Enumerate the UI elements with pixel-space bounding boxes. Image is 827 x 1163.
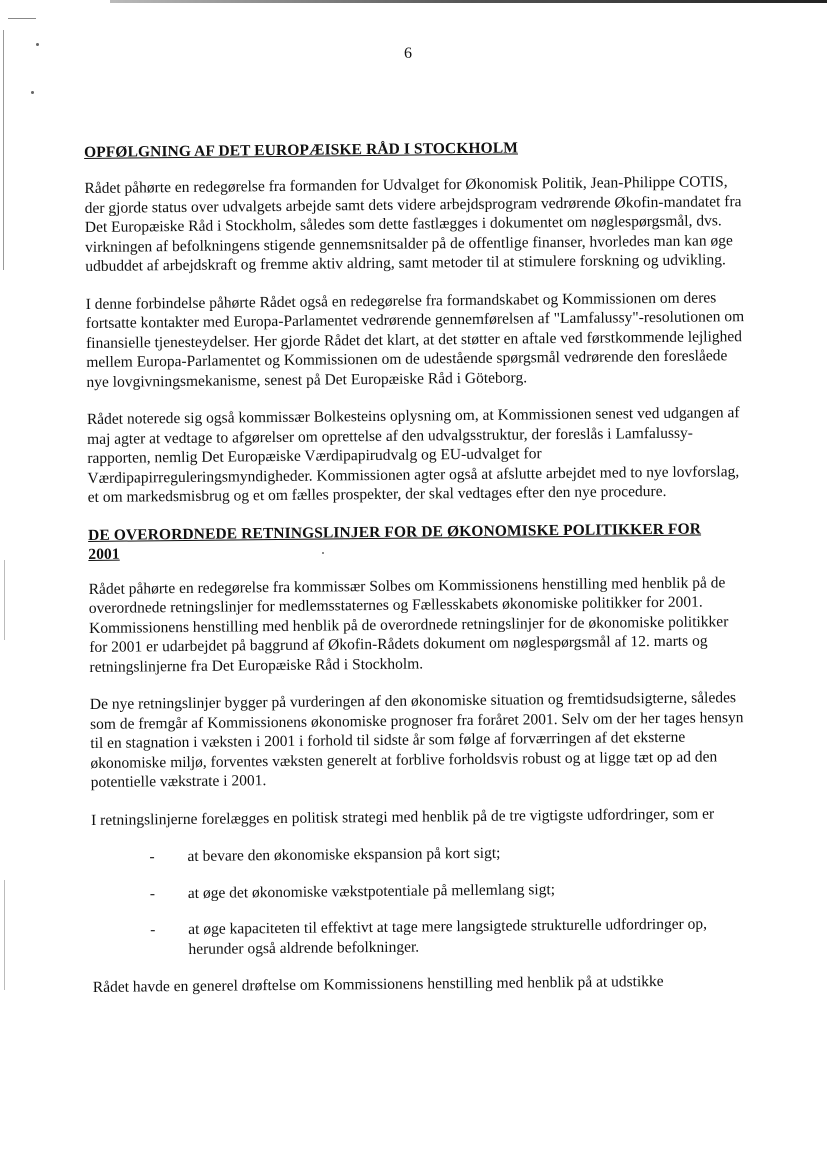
list-item-text: at bevare den økonomiske ekspansion på kort sigt;: [187, 844, 501, 865]
list-item: [92, 878, 752, 904]
paragraph: De nye retningslinjer bygger på vurderingen af den økonomiske situation og fremtidsudsigterne, således som de fremgår af Kommissionens økonomiske prognoser fra foråret 2001. Selv om der her tages hensyn til en stagnation i væksten i 2001 i forhold til sidste år som følge af forværringen af det eksterne økonomiske miljø, forventes væksten generelt at forblive forholdsvis robust og at ligge tæt op ad den potentielle vækstrate i 2001.: [89, 689, 744, 791]
page-number: 6: [404, 45, 412, 62]
list-item-text: at øge kapaciteten til effektivt at tage mere langsigtede strukturelle udfordringer op, herunder også aldrende befolkninger.: [188, 915, 708, 958]
paragraph: Rådet påhørte en redegørelse fra formanden for Udvalget for Økonomisk Politik, Jean-Philippe COTIS, der gjorde status over udvalgets arbejde samt dets videre arbejdsprogram vedrørende Økofin-mandatet fra Det Europæiske Råd i Stockholm, således som dette fastlægges i dokumentet om nøglespørgsmål, dvs. virkningen af befolkningens stigende gennemsnitsalder på de offentlige finanser, hvorledes man kan øge udbuddet af arbejdskraft og fremme aktiv aldring, samt metoder til at stimulere forskning og udvikling.: [84, 173, 742, 275]
bullet-dash: -: [150, 921, 156, 939]
scan-edge-line: [3, 30, 4, 270]
scan-top-rule: [110, 0, 827, 3]
bullet-dash: -: [149, 848, 155, 866]
list-item-text: at øge det økonomiske vækstpotentiale på mellemlang sigt;: [187, 880, 556, 902]
scan-speck: [36, 43, 39, 46]
scan-edge-line: [4, 560, 5, 640]
paragraph: I retningslinjerne forelægges en politisk strategi med henblik på de tre vigtigste udfordringer, som er: [91, 804, 715, 829]
paragraph: Rådet påhørte en redegørelse fra kommissær Solbes om Kommissionens henstilling med henblik på de overordnede retningslinjer for medlemsstaternes og Fællesskabets økonomiske politikker for 2001. Kommissionens henstilling med henblik på de overordnede retningslinjer for de økonomiske politikker for 2001 er udarbejdet på baggrund af Økofin-Rådets dokument om nøglespørgsmål af 12. marts og retningslinjerne fra Det Europæiske Råd i Stockholm.: [88, 573, 729, 676]
list-item: [91, 841, 751, 867]
scan-edge-line: [4, 880, 5, 990]
scan-speck: [31, 91, 34, 94]
paragraph: Rådet havde en generel drøftelse om Kommissionens henstilling med henblik på at udstikke: [92, 972, 664, 996]
section-heading-guidelines: DE OVERORDNEDE RETNINGSLINJER FOR DE ØKONOMISKE POLITIKKER FOR 2001: [88, 520, 702, 563]
bullet-dash: -: [149, 884, 156, 902]
challenges-list: [91, 841, 752, 960]
paragraph: I denne forbindelse påhørte Rådet også en redegørelse fra formandskabet og Kommissionen om deres fortsatte kontakter med Europa-Parlamentet vedrørende gennemførelsen af "Lamfalussy"-resolutionen om finansielle tjenesteydelser. Her gjorde Rådet det klart, at det støtter en aftale ved førstkommende lejlighed mellem Europa-Parlamentet og Kommissionen om de udestående spørgsmål vedrørende den foreslåede nye lovgivningsmekanisme, senest på Det Europæiske Råd i Göteborg.: [85, 288, 745, 391]
scan-corner-mark: [8, 18, 36, 19]
paragraph: Rådet noterede sig også kommissær Bolkesteins oplysning om, at Kommissionen senest ved udgangen af maj agter at vedtage to afgørelser om oprettelse af den udvalgsstruktur, der foreslås i Lamfalussy-rapporten, nemlig Det Europæiske Værdipapirudvalg og EU-udvalget for Værdipapirreguleringsmyndigheder. Kommissionen agter også at afslutte arbejdet med to nye lovforslag, et om markedsmisbrug og et om fælles prospekter, der skal vedtages efter den nye procedure.: [86, 404, 740, 506]
list-item: [92, 914, 752, 960]
document-body: [84, 136, 753, 1015]
section-heading-stockholm: OPFØLGNING AF DET EUROPÆISKE RÅD I STOCKHOLM: [84, 139, 519, 161]
